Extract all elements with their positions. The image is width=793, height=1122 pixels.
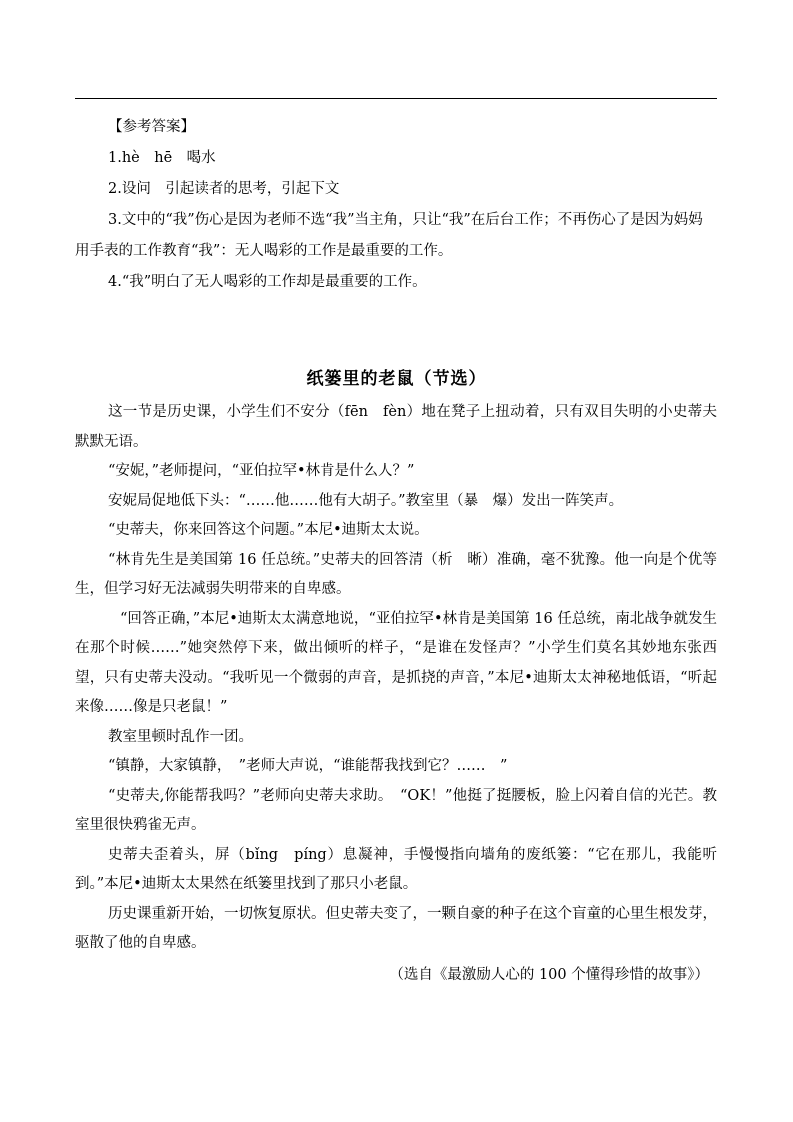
header-rule	[75, 98, 717, 99]
story-paragraph: 教室里顿时乱作一团。	[108, 728, 253, 745]
story-paragraph: “史蒂夫,你能帮我吗？”老师向史蒂夫求助。 “OK！”他挺了挺腰板，脸上闪着自信的光芒。教室里很快鸦雀无声。	[75, 787, 717, 833]
story-paragraph: 史蒂夫歪着头，屏（bǐng píng）息凝神，手慢慢指向墙角的废纸篓：“它在那儿，我能听到。”本尼•迪斯太太果然在纸篓里找到了那只小老鼠。	[75, 846, 717, 892]
story-paragraph: “镇静，大家镇静， ”老师大声说，“谁能帮我找到它？…… ”	[108, 758, 508, 774]
story-paragraph: “回答正确，”本尼•迪斯太太满意地说，“亚伯拉罕•林肯是美国第 16 任总统，南北战争就发生在那个时候……”她突然停下来，做出倾听的样子，“是谁在发怪声？”小学生们莫名其妙地东张西望，只有史蒂夫没动。“我听见一个微弱的声音，是抓挠的声音，”本尼•迪斯太太神秘地低语，“听起来像……像是只老鼠！”	[75, 610, 717, 715]
answer-item-1: 1.hè hē 喝水	[108, 150, 216, 166]
answer-item-3: 3.文中的“我”伤心是因为老师不选“我”当主角，只让“我”在后台工作；不再伤心了是因为妈妈用手表的工作教育“我”：无人喝彩的工作是最重要的工作。	[75, 212, 703, 259]
story-body	[75, 398, 717, 990]
story-paragraph: “安妮，”老师提问，“亚伯拉罕•林肯是什么人？”	[108, 463, 415, 479]
story-source: （选自《最激励人心的 100 个懂得珍惜的故事》）	[389, 966, 709, 983]
story-paragraph: 历史课重新开始，一切恢复原状。但史蒂夫变了，一颗自豪的种子在这个盲童的心里生根发芽，驱散了他的自卑感。	[75, 905, 717, 951]
story-paragraph: “史蒂夫，你来回答这个问题。”本尼•迪斯太太说。	[108, 522, 429, 538]
answers-heading: 【参考答案】	[108, 119, 195, 135]
story-title: 纸篓里的老鼠（节选）	[306, 369, 487, 389]
answer-item-2: 2.设问 引起读者的思考，引起下文	[108, 181, 340, 197]
answer-item-4: 4.“我”明白了无人喝彩的工作却是最重要的工作。	[108, 274, 427, 290]
reference-answers	[75, 112, 717, 298]
story-paragraph: 这一节是历史课，小学生们不安分（fēn fèn）地在凳子上扭动着，只有双目失明的小史蒂夫默默无语。	[75, 404, 717, 450]
story-paragraph: “林肯先生是美国第 16 任总统。”史蒂夫的回答清（析 晰）准确，毫不犹豫。他一向是个优等生，但学习好无法减弱失明带来的自卑感。	[75, 551, 717, 597]
story-paragraph: 安妮局促地低下头：“……他……他有大胡子。”教室里（暴 爆）发出一阵笑声。	[108, 492, 624, 509]
